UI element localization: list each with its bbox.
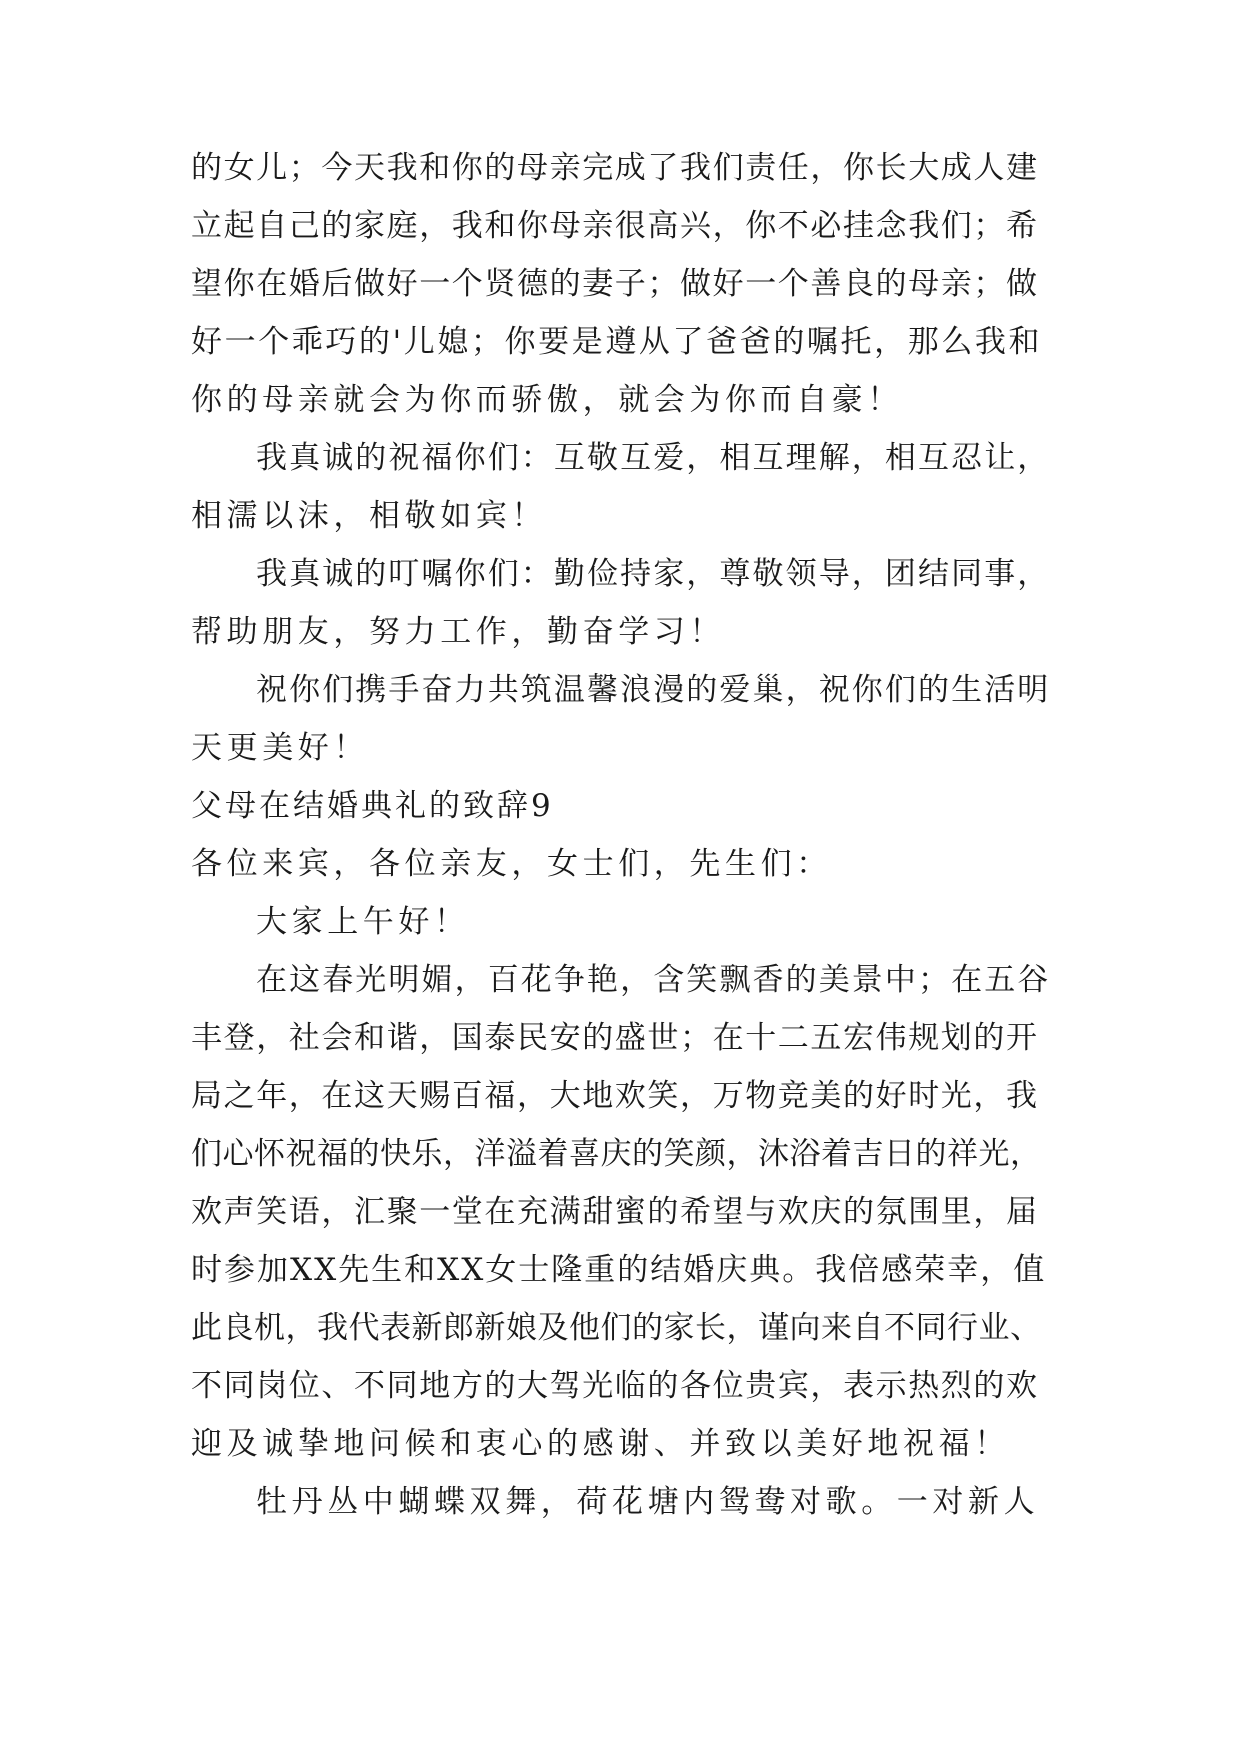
text-line: 立起自己的家庭，我和你母亲很高兴，你不必挂念我们；希 (191, 208, 1039, 244)
text-line: 迎及诚挚地问候和衷心的感谢、并致以美好地祝福！ (191, 1426, 1010, 1462)
text-line: 好一个乖巧的'儿媳；你要是遵从了爸爸的嘱托，那么我和 (191, 324, 1043, 360)
text-line: 此良机，我代表新郎新娘及他们的家长，谨向来自不同行业、 (191, 1310, 1042, 1346)
text-line: 的女儿；今天我和你的母亲完成了我们责任，你长大成人建 (191, 150, 1039, 186)
paragraph-first-line: 祝你们携手奋力共筑温馨浪漫的爱巢，祝你们的生活明 (256, 672, 1051, 708)
section-heading: 父母在结婚典礼的致辞9 (191, 788, 554, 824)
text-line: 不同岗位、不同地方的大驾光临的各位贵宾，表示热烈的欢 (191, 1368, 1039, 1404)
text-line: 望你在婚后做好一个贤德的妻子；做好一个善良的母亲；做 (191, 266, 1039, 302)
text-line: 相濡以沫，相敬如宾！ (191, 498, 547, 534)
text-line: 们心怀祝福的快乐，洋溢着喜庆的笑颜，沐浴着吉日的祥光， (191, 1136, 1042, 1172)
paragraph-first-line: 我真诚的祝福你们：互敬互爱，相互理解，相互忍让， (256, 440, 1051, 476)
text-line: 帮助朋友，努力工作，勤奋学习！ (191, 614, 725, 650)
text-line: 局之年，在这天赐百福，大地欢笑，万物竞美的好时光，我 (191, 1078, 1039, 1114)
paragraph-first-line: 我真诚的叮嘱你们：勤俭持家，尊敬领导，团结同事， (256, 556, 1051, 592)
text-line: 你的母亲就会为你而骄傲，就会为你而自豪！ (191, 382, 903, 418)
salutation: 各位来宾，各位亲友，女士们，先生们： (191, 846, 832, 882)
paragraph-first-line: 在这春光明媚，百花争艳，含笑飘香的美景中；在五谷 (256, 962, 1051, 998)
text-line: 时参加XX先生和XX女士隆重的结婚庆典。我倍感荣幸，值 (191, 1252, 1047, 1288)
paragraph-first-line: 牡丹丛中蝴蝶双舞，荷花塘内鸳鸯对歌。一对新人 (256, 1484, 1040, 1520)
text-line: 丰登，社会和谐，国泰民安的盛世；在十二五宏伟规划的开 (191, 1020, 1039, 1056)
text-line: 欢声笑语，汇聚一堂在充满甜蜜的希望与欢庆的氛围里，届 (191, 1194, 1039, 1230)
text-line: 天更美好！ (191, 730, 369, 766)
greeting: 大家上午好！ (256, 904, 470, 940)
